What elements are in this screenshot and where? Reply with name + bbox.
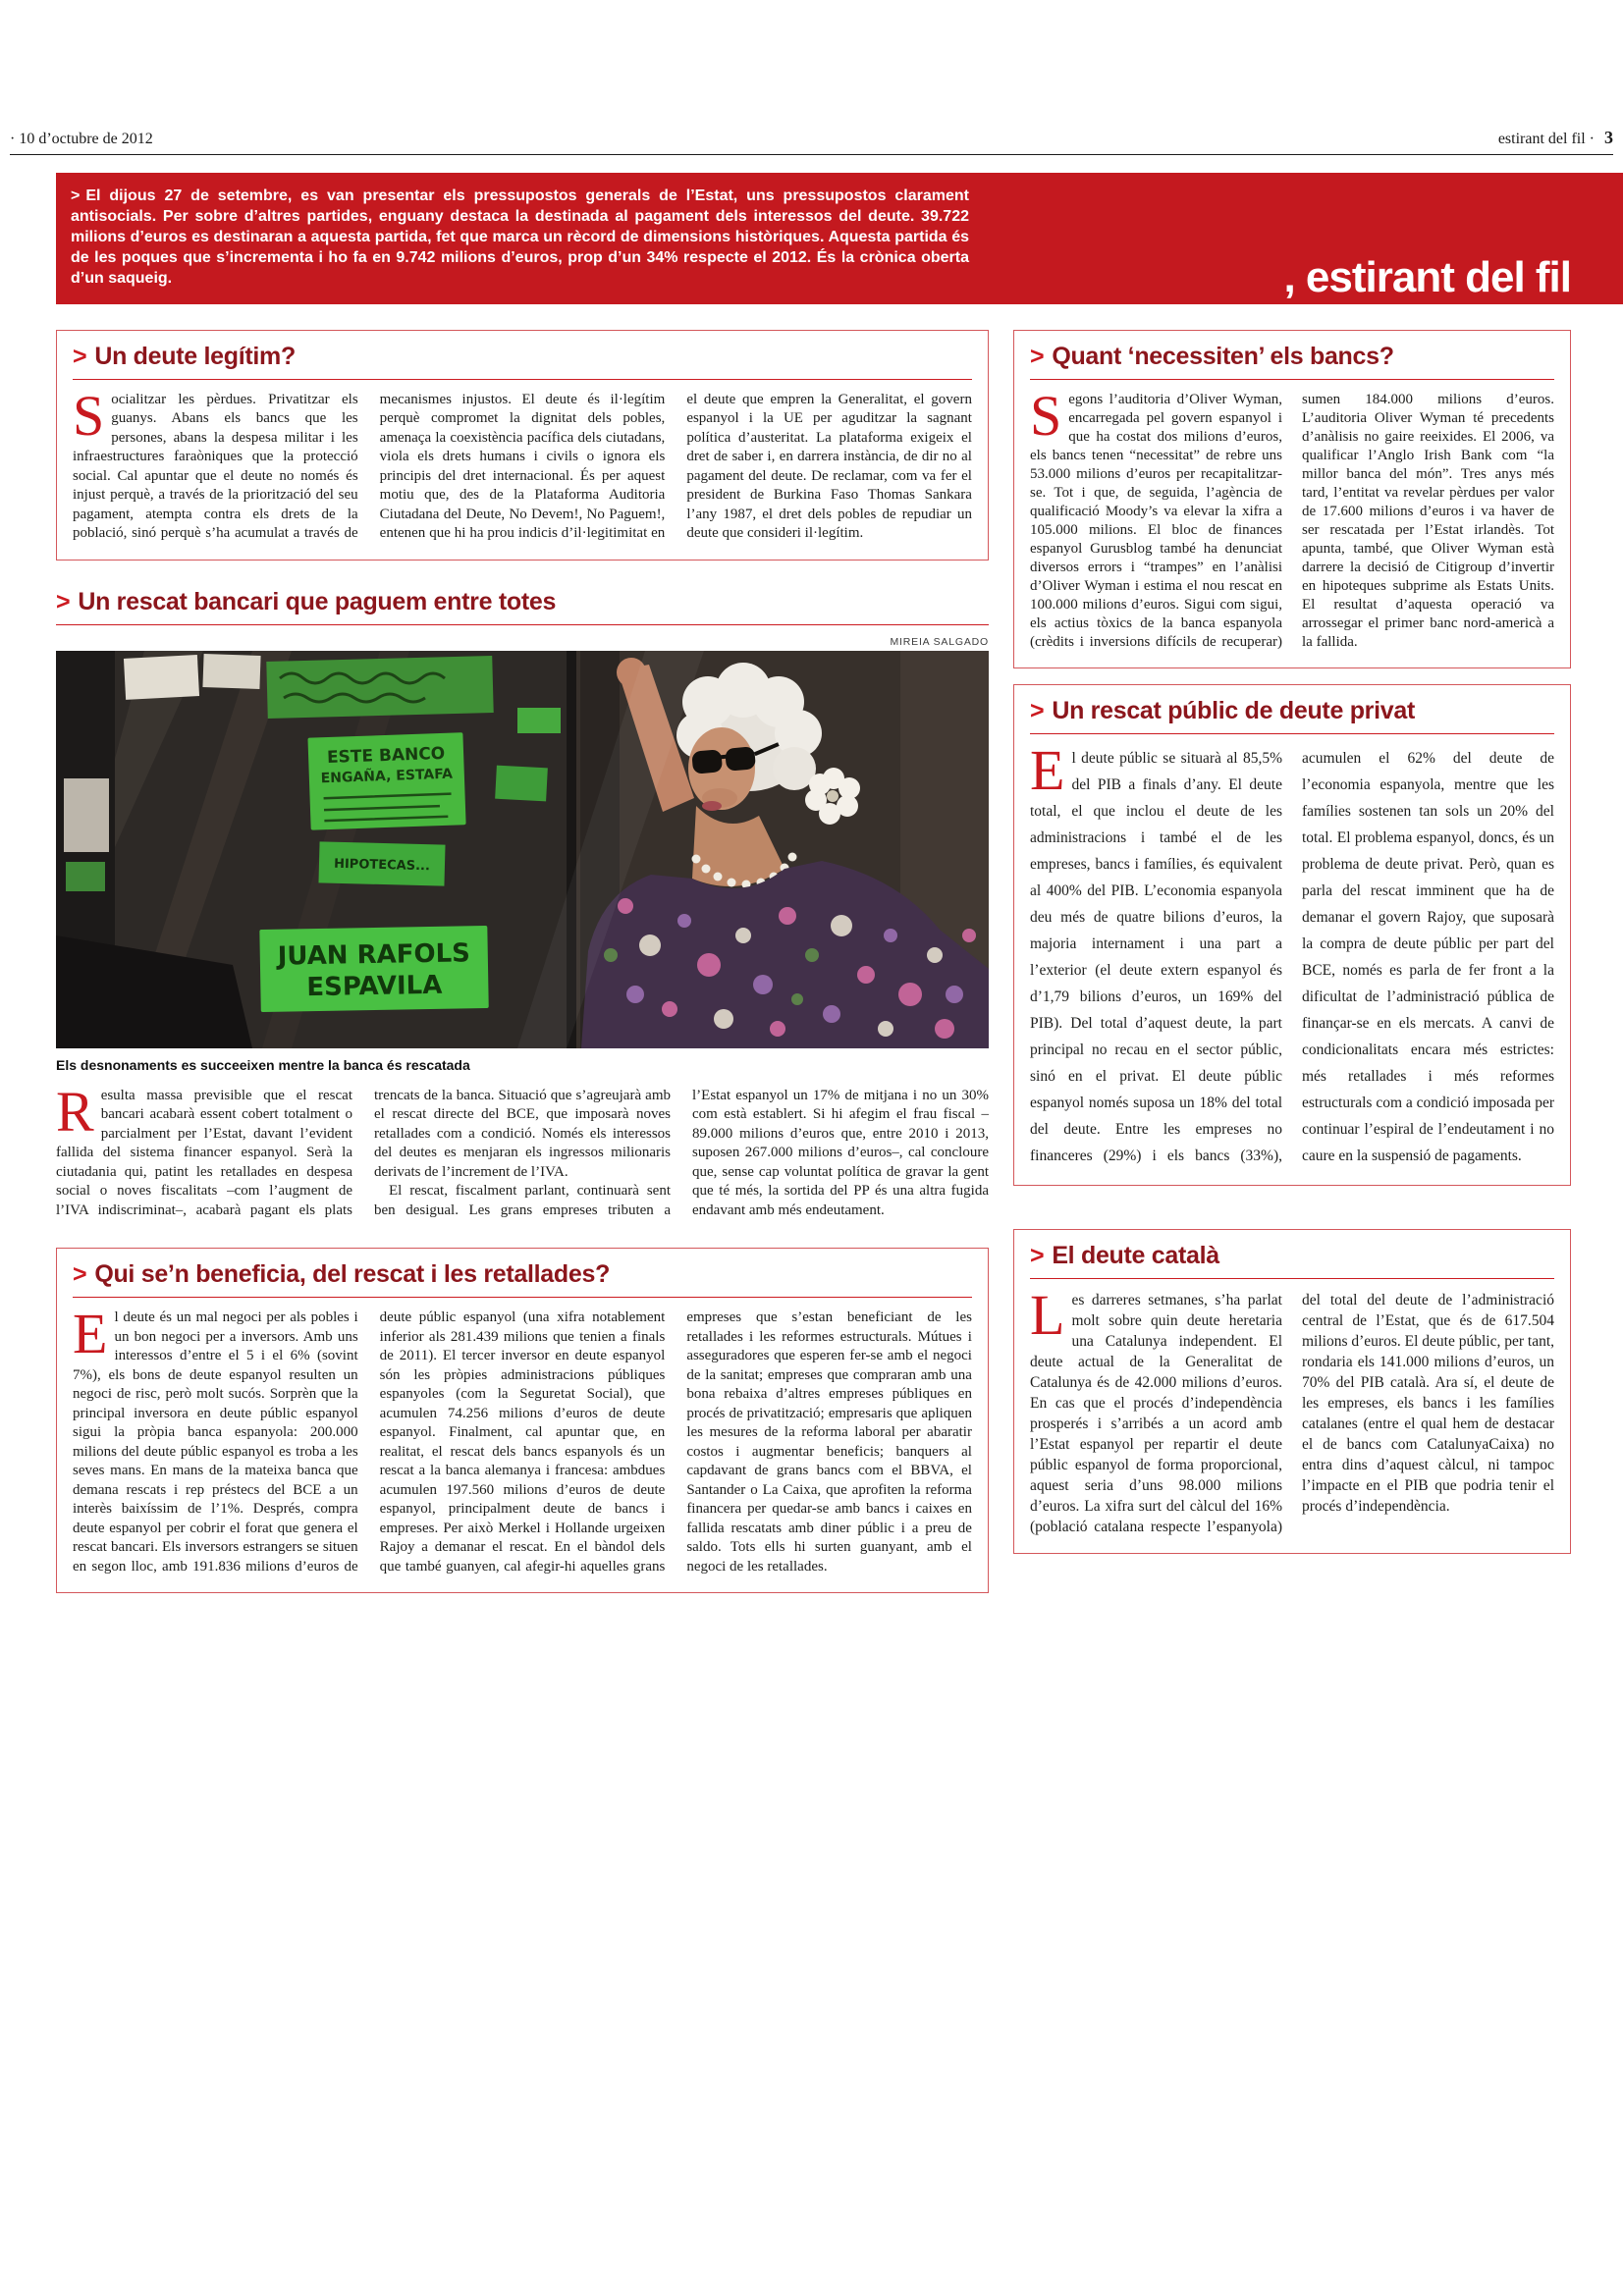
article-headline xyxy=(73,1260,972,1298)
article-body xyxy=(1030,1282,1554,1537)
lips xyxy=(702,801,722,811)
headline-text: El deute català xyxy=(1052,1241,1219,1269)
article-body xyxy=(73,383,972,544)
article-rescat-public xyxy=(1013,684,1571,1186)
headline-arrow-icon: > xyxy=(1030,342,1045,370)
drop-cap: E xyxy=(1030,737,1065,802)
article-text: es darreres setmanes, s’ha parlat molt sobre quin deute heretaria una Catalunya independent. El deute actual de la Generalitat de Catalunya és de 42.000 milions d’euros. En cas que el procés d’independència prosperés i s’arribés a un acord amb l’Estat espanyol per repartir el deute públic espanyol de forma proporcional, aquest seria d’uns 98.000 milions d’euros. La xifra surt del càlcul del 16% (població catalana respecte l’espanyola) del total del deute de l’administració central de l’Estat, que és de 617.504 milions d’euros. El deute públic, per tant, rondaria els 141.000 milions d’euros, un 70% del PIB català. Ara sí, el deute de les empreses, els bancs i les famílies catalanes (entre el qual hem de destacar el de bancs com CatalunyaCaixa) no entra dins d’aquest càlcul, ni tampoc l’impacte en el PIB que podria tenir el procés d’independència. xyxy=(1030,1291,1554,1535)
page-number: 3 xyxy=(1604,128,1613,147)
drop-cap: E xyxy=(73,1302,108,1366)
headline-text: Qui se’n beneficia, del rescat i les retallades? xyxy=(94,1260,611,1289)
section-folio xyxy=(1498,128,1613,148)
section-label: estirant del fil · xyxy=(1497,131,1595,147)
drop-cap: L xyxy=(1030,1282,1065,1347)
headline-text: Quant ‘necessiten’ els bancs? xyxy=(1052,342,1394,370)
article-un-deute-legitim xyxy=(56,330,989,561)
photo-caption: Els desnonaments es succeeixen mentre la banca és rescatada xyxy=(56,1056,470,1073)
banner-intro-text xyxy=(56,173,969,304)
sign-text-rafols-1: JUAN RAFOLS xyxy=(277,937,471,972)
left-column xyxy=(56,330,989,1594)
drop-cap: S xyxy=(73,383,105,448)
date-label: · 10 d’octubre de 2012 xyxy=(10,131,153,147)
content-grid xyxy=(0,304,1623,1594)
article-body xyxy=(1030,737,1554,1169)
sign-text-banco-2: ENGAÑA, ESTAFA xyxy=(320,766,454,786)
article-text: El rescat, fiscalment parlant, continuarà sent ben desigual. Les grans empreses tributen a l’Estat espanyol un 17% de mitjana i no un 30% com està establert. Si hi afegim el frau fiscal –89.000 milions d’euros que, entre 2010 i 2013, suposen 267.000 milions d’euros–, cal concloure que, sense cap voluntat política de gravar la gent que té més, la sortida del PP és una altra fugida endavant amb més endeutament. xyxy=(374,1087,989,1218)
article-deute-catala xyxy=(1013,1229,1571,1554)
right-column xyxy=(1013,330,1571,1554)
article-text: l deute és un mal negoci per als pobles i un bon negoci per a inversors. Amb uns interessos d’entre el 5 i el 6% (sovint 7%), els bons de deute espanyol resulten un negoci de risc, però molt sucós. Sorprèn que la principal inversora en deute públic espanyol sigui la pròpia banca espanyola: 200.000 milions del deute públic espanyol es troba a les seves mans. En mans de la mateixa banca que demana rescats i rep préstecs del BCE a un interès baixíssim de l’1%. Després, compra deute espanyol per cobrir el forat que genera el rescat bancari. Els inversors estrangers se situen en segon lloc, amb 191.836 milions d’euros de deute públic espanyol (una xifra notablement inferior als 281.439 milions que tenien a finals de 2011). El tercer inversor en deute espanyol són les pròpies administracions públiques espanyoles (com la Seguretat Social), que acumulen 74.256 milions d’euros de deute espanyol. Finalment, cal apuntar que, en realitat, el rescat dels bancs espanyols és un rescat a la banca alemanya i francesa: ambdues acumulen 197.560 milions d’euros de deute espanyol, principalment deute de bancs i empreses. Per això Merkel i Hollande urgeixen Rajoy a demanar el rescat. En el bàndol dels que també guanyen, cal afegir-hi aquelles grans empreses que s’estan beneficiant de les retallades i les reformes estructurals. Mútues i asseguradores que esperen fer-se amb el negoci de la sanitat; empreses que compraran amb una bona rebaixa d’altres empreses públiques en procés de privatització; empresaris que apliquen les mesures de la reforma laboral per abaratir costos i augmentar beneficis; banquers al capdavant de grans bancs com el BBVA, el Santander o La Caixa, que aprofiten la reforma financera per quedar-se amb bancs i caixes en fallida rescatats amb diner públic i a preu de saldo. Tots ells hi surten guanyant, amb el negoci de les retallades. xyxy=(73,1309,972,1575)
drop-cap: S xyxy=(1030,383,1062,448)
article-text: esulta massa previsible que el rescat bancari acabarà essent cobert totalment o parcialment per l’Estat, davant l’evident fallida del sistema financer espanyol. Serà la ciutadania qui, patint les retallades en despesa social o noves fiscalitats –com l’augment de l’IVA indiscriminat–, acabarà pagant els plats trencats de la banca. Situació que s’agreujarà amb el rescat directe del BCE, que imposarà noves retallades com a condició. Només els interessos del deutes es menjaran els ingressos milionaris derivats de l’increment de l’IVA. xyxy=(56,1087,671,1218)
article-rescat-bancari xyxy=(56,588,989,1221)
headline-arrow-icon: > xyxy=(1030,1241,1045,1269)
headline-text: Un rescat bancari que paguem entre totes xyxy=(78,587,557,615)
headline-arrow-icon: > xyxy=(56,587,71,615)
article-qui-beneficia xyxy=(56,1248,989,1593)
article-headline xyxy=(1030,697,1554,734)
sign-text-banco-1: ESTE BANCO xyxy=(326,743,446,768)
headline-arrow-icon: > xyxy=(73,342,87,370)
article-headline xyxy=(73,343,972,380)
protest-sign-hipotecas xyxy=(318,841,445,885)
photo-credit: MIREIA SALGADO xyxy=(890,635,989,648)
banner-text-body: El dijous 27 de setembre, es van presentar els pressupostos generals de l’Estat, uns pressupostos clarament antisocials. Per sobre d’altres partides, enguany destaca la destinada al pagament dels interessos del deute. 39.722 milions d’euros es destinaran a aquesta partida, fet que marca un rècord de dimensions històriques. Aquesta partida és de les poques que s’incrementa i ho fa en 9.742 milions d’euros, prop d’un 34% respecte el 2012. És la crònica oberta d’un saqueig. xyxy=(71,187,969,288)
article-body xyxy=(73,1302,972,1576)
article-headline xyxy=(1030,343,1554,380)
protest-sign-banco xyxy=(307,732,465,829)
headline-text: Un rescat públic de deute privat xyxy=(1052,696,1415,724)
headline-text: Un deute legítim? xyxy=(94,342,296,370)
photo-illustration xyxy=(56,651,989,1048)
article-headline xyxy=(56,588,989,625)
banner-arrow-icon: > xyxy=(71,187,81,204)
protest-banner-top xyxy=(266,656,493,719)
masthead: , estirant del fil xyxy=(1283,252,1571,301)
page-header xyxy=(10,0,1613,148)
article-body xyxy=(1030,383,1554,652)
article-body xyxy=(56,1079,989,1221)
article-quant-necessiten xyxy=(1013,330,1571,668)
article-headline xyxy=(1030,1242,1554,1279)
article-text: egons l’auditoria d’Oliver Wyman, encarregada pel govern espanyol i que ha costat dos milions d’euros, els bancs tenen “necessitat” de rebre uns 53.000 milions d’euros per recapitalitzar-se. Tot i que, de seguida, l’agència de qualificació Moody’s va elevar la xifra a 105.000 milions. El bloc de finances espanyol Gurusblog també ha denunciat diversos errors i “trampes” en l’anàlisi d’Oliver Wyman i estima el nou rescat en 100.000 milions d’euros. Sigui com sigui, els actius tòxics de la banca espanyola (crèdits i inversions difícils de recuperar) sumen 184.000 milions d’euros. L’auditoria Oliver Wyman té precedents d’anàlisis no gaire reeixides. El 2006, va qualificar l’Anglo Irish Bank com “la millor banca del món”. Tres anys més tard, l’entitat va revelar pèrdues per valor de 17.600 milions d’euros i va haver de ser rescatada per l’Estat irlandès. Tot apunta, també, que Oliver Wyman està darrere la decisió de Citigroup d’invertir en hipoteques subprime als Estats Units. El resultat d’aquesta operació va arrossegar el primer banc nord-americà a la fallida. xyxy=(1030,391,1554,650)
headline-arrow-icon: > xyxy=(73,1260,87,1289)
sign-text-hipotecas: HIPOTECAS... xyxy=(333,856,431,874)
article-text: l deute públic se situarà al 85,5% del PIB a finals d’any. El deute total, el que inclou el deute de les administracions i també el de les empreses, bancs i famílies, és equivalent al 400% del PIB. L’economia espanyola deu més de quatre bilions d’euros, la majoria internament i una part a l’exterior (el deute extern espanyol és d’1,79 bilions d’euros, un 169% del PIB). Del total d’aquest deute, la part principal no recau en el sector públic, sinó en el privat. El deute públic espanyol només suposa un 18% del total del deute. Entre les empreses no financeres (29%) i els bancs (33%), acumulen el 62% del deute de l’economia espanyola, mentre que les famílies sostenen tan sols un 20% del total. El problema espanyol, doncs, és un problema de deute privat. Però, quan es parla del rescat imminent que ha de demanar el govern Rajoy, que suposarà la compra de deute públic per part del BCE, només es parla de fer front a la dificultat de l’administració pública de finançar-se en els mercats. A canvi de condicionalitats encara més estrictes: més retallades i més reformes estructurals com a condició imposada per continuar l’espiral de l’endeutament i no caure en la suspensió de pagaments. xyxy=(1030,749,1554,1164)
sign-text-rafols-2: ESPAVILA xyxy=(306,970,443,1002)
drop-cap: R xyxy=(56,1079,94,1144)
article-text: ocialitzar les pèrdues. Privatitzar els guanys. Abans els bancs que les persones, abans la despesa militar i les infraestructures faraòniques que la protecció social. Cal apuntar que el deute no només és injust perquè, a través de la priorització del seu pagament, atempta contra els drets de la població, sinó perquè s’ha acumulat a través de mecanismes injustos. El deute és il·legítim perquè compromet la dignitat dels pobles, amenaça la coexistència pacífica dels ciutadans, viola els drets humans i civils o ignora els principis del dret internacional. És per aquest motiu que, des de la Plataforma Auditoria Ciutadana del Deute, No Devem!, No Paguem!, entenen que hi ha prou indicis d’il·legitimitat en el deute que empren la Generalitat, el govern espanyol i la UE per aguditzar la sagnant política d’austeritat. La plataforma exigeix el dret de saber i, en darrera instància, de dir no al pagament del deute. De reclamar, com va fer el president de Burkina Faso Thomas Sankara l’any 1987, el dret dels pobles de repudiar un deute que consideri il·legítim. xyxy=(73,391,972,542)
headline-arrow-icon: > xyxy=(1030,696,1045,724)
protest-sign-rafols xyxy=(259,925,488,1011)
intro-banner xyxy=(56,173,1623,304)
header-rule xyxy=(10,154,1613,155)
